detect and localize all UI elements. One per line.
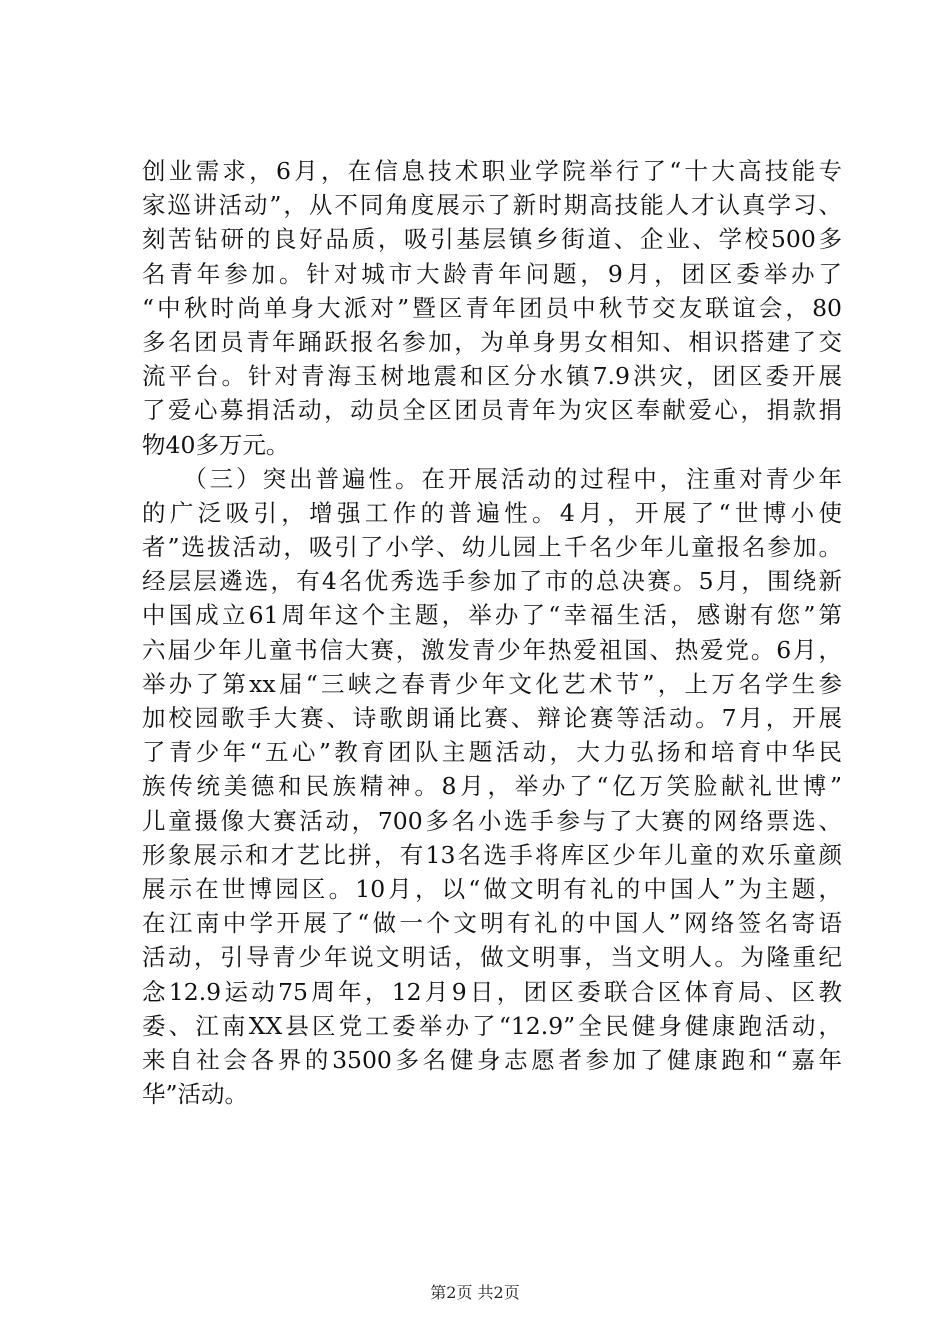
text-line: 展示在世博园区。10月，以“做文明有礼的中国人”为主题， [142, 874, 842, 903]
text-line: “中秋时尚单身大派对”暨区青年团员中秋节交友联谊会，80 [142, 293, 842, 322]
paragraph [142, 154, 842, 462]
text-line: 了爱心募捐活动，动员全区团员青年为灾区奉献爱心，捐款捐 [142, 396, 842, 425]
text-line: 举办了第xx届“三峡之春青少年文化艺术节”，上万名学生参 [142, 669, 842, 698]
text-line: 来自社会各界的3500多名健身志愿者参加了健康跑和“嘉年 [142, 1045, 842, 1074]
text-line: 念12.9运动75周年，12月9日，团区委联合区体育局、区教 [142, 977, 842, 1006]
text-line: 华”活动。 [142, 1080, 249, 1109]
text-line: 刻苦钻研的良好品质，吸引基层镇乡街道、企业、学校500多 [142, 225, 842, 254]
text-line: 的广泛吸引，增强工作的普遍性。4月，开展了“世博小使 [142, 498, 842, 527]
text-line: 家巡讲活动”，从不同角度展示了新时期高技能人才认真学习、 [142, 191, 842, 220]
text-line: 创业需求，6月，在信息技术职业学院举行了“十大高技能专 [142, 157, 842, 185]
text-line: 流平台。针对青海玉树地震和区分水镇7.9洪灾，团区委开展 [142, 362, 842, 391]
text-line: 物40多万元。 [142, 430, 290, 459]
text-line: 形象展示和才艺比拼，有13名选手将库区少年儿童的欢乐童颜 [142, 840, 842, 869]
page-footer [0, 1280, 950, 1303]
document-body [142, 154, 842, 1111]
text-line: 名青年参加。针对城市大龄青年问题，9月，团区委举办了 [142, 259, 842, 288]
paragraph [142, 462, 842, 1112]
text-line: （三）突出普遍性。在开展活动的过程中，注重对青少年 [142, 464, 842, 493]
text-line: 族传统美德和民族精神。8月，举办了“亿万笑脸献礼世博” [142, 772, 842, 801]
text-line: 中国成立61周年这个主题，举办了“幸福生活，感谢有您”第 [142, 601, 842, 630]
text-line: 委、江南XX县区党工委举办了“12.9”全民健身健康跑活动， [142, 1011, 842, 1040]
text-line: 活动，引导青少年说文明话，做文明事，当文明人。为隆重纪 [142, 943, 842, 972]
text-line: 多名团员青年踊跃报名参加，为单身男女相知、相识搭建了交 [142, 327, 842, 356]
text-line: 儿童摄像大赛活动，700多名小选手参与了大赛的网络票选、 [142, 806, 842, 835]
text-line: 六届少年儿童书信大赛，激发青少年热爱祖国、热爱党。6月， [142, 635, 842, 664]
text-line: 经层层遴选，有4名优秀选手参加了市的总决赛。5月，围绕新 [142, 567, 842, 596]
text-line: 在江南中学开展了“做一个文明有礼的中国人”网络签名寄语 [142, 909, 842, 938]
text-line: 者”选拔活动，吸引了小学、幼儿园上千名少年儿童报名参加。 [142, 533, 842, 562]
page-number-label: 第2页 共2页 [430, 1283, 520, 1302]
text-line: 加校园歌手大赛、诗歌朗诵比赛、辩论赛等活动。7月，开展 [142, 704, 842, 732]
text-line: 了青少年“五心”教育团队主题活动，大力弘扬和培育中华民 [142, 738, 842, 767]
